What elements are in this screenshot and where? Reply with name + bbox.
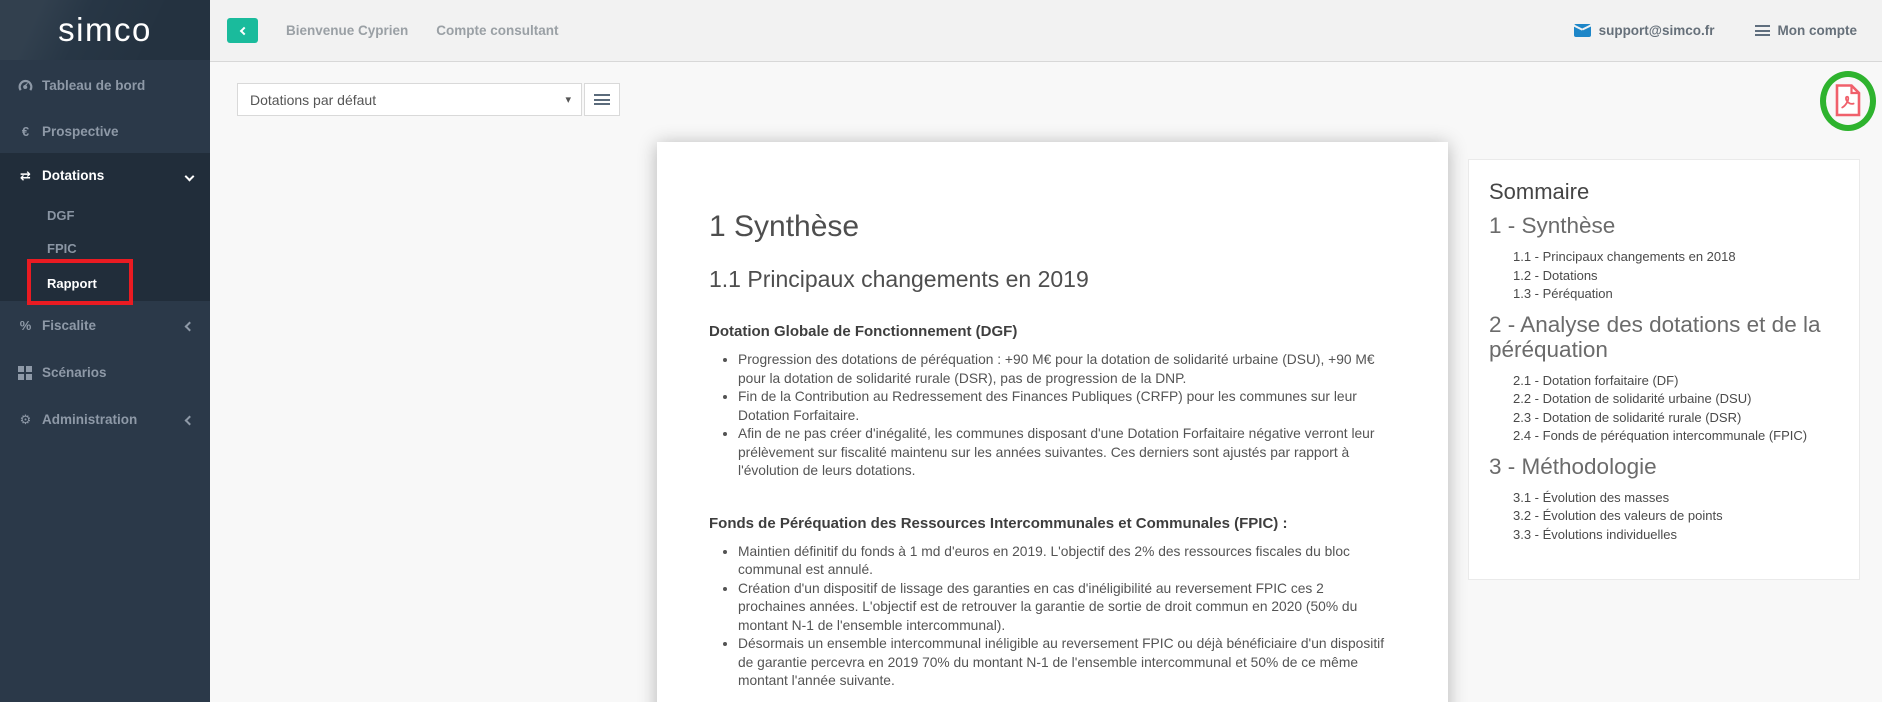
sidebar bbox=[0, 0, 210, 702]
toc-section-1[interactable]: 1 - Synthèse bbox=[1489, 213, 1616, 238]
logo-band[interactable] bbox=[0, 0, 210, 60]
report-title: 1 Synthèse bbox=[709, 210, 860, 243]
dashboard-icon bbox=[17, 79, 34, 92]
report-bullet-list bbox=[709, 543, 1390, 691]
chevron-left-icon bbox=[186, 318, 193, 333]
sidebar-item-dgf[interactable] bbox=[0, 198, 210, 232]
sidebar-item-prospective[interactable] bbox=[0, 110, 210, 153]
report-bullet: • Fin de la Contribution au Redressement des Finances Publiques (CRFP) pour les communes sur leur Dotation Forfaitaire. bbox=[738, 388, 1390, 425]
sidebar-item-label: Administration bbox=[42, 412, 138, 427]
exchange-icon: ⇄ bbox=[20, 167, 31, 183]
toc-entry[interactable]: 3.1 - Évolution des masses bbox=[1513, 489, 1670, 505]
toc-list bbox=[1489, 248, 1839, 304]
sidebar-subitem-label: FPIC bbox=[47, 241, 77, 256]
toc-entry[interactable]: 3.3 - Évolutions individuelles bbox=[1513, 526, 1678, 542]
toc-entry[interactable]: 3.2 - Évolution des valeurs de points bbox=[1513, 508, 1723, 523]
report-bullet: • Maintien définitif du fonds à 1 md d'euros en 2019. L'objectif des 2% des ressources fiscales du bloc communal est annulé. bbox=[738, 543, 1390, 580]
chevron-down-icon bbox=[186, 168, 193, 183]
support-email-text: support@simco.fr bbox=[1598, 23, 1715, 38]
sidebar-subitem-label: DGF bbox=[47, 207, 75, 223]
report-section-heading: Fonds de Péréquation des Ressources Intercommunales et Communales (FPIC) : bbox=[709, 514, 1288, 532]
gear-icon: ⚙ bbox=[19, 411, 32, 427]
toc-section-3[interactable]: 3 - Méthodologie bbox=[1489, 453, 1657, 479]
toc-list bbox=[1489, 489, 1839, 545]
report-options-button[interactable] bbox=[584, 83, 620, 116]
toc-entry[interactable]: 2.4 - Fonds de péréquation intercommunale (FPIC) bbox=[1513, 428, 1808, 443]
percent-icon: % bbox=[19, 317, 32, 333]
my-account-menu[interactable] bbox=[1755, 23, 1858, 39]
report-bullet: • Progression des dotations de péréquation : +90 M€ pour la dotation de solidarité urbaine (DSU), +90 M€ pour la dotation de solidarité rurale (DSR), pas de progression de la DNP. bbox=[738, 351, 1390, 388]
welcome-text: Bienvenue Cyprien bbox=[286, 23, 409, 38]
sidebar-item-rapport[interactable] bbox=[0, 265, 210, 301]
report-template-select[interactable] bbox=[237, 83, 582, 116]
toc-entry[interactable]: 2.2 - Dotation de solidarité urbaine (DSU) bbox=[1513, 391, 1752, 406]
pdf-file-icon bbox=[1835, 84, 1861, 117]
chevron-left-icon bbox=[239, 26, 247, 34]
chevron-left-icon bbox=[186, 412, 193, 427]
envelope-icon bbox=[1574, 24, 1591, 37]
toc-title: Sommaire bbox=[1489, 179, 1590, 204]
toc-list bbox=[1489, 372, 1839, 446]
menu-bars-icon bbox=[1755, 23, 1770, 39]
app-logo: simco bbox=[58, 11, 152, 48]
euro-icon: € bbox=[21, 124, 30, 139]
table-of-contents-panel bbox=[1468, 159, 1860, 580]
sidebar-item-fpic[interactable] bbox=[0, 232, 210, 265]
sidebar-item-label: Dotations bbox=[42, 168, 105, 183]
sidebar-item-label: Prospective bbox=[42, 124, 119, 139]
report-section-heading: Dotation Globale de Fonctionnement (DGF) bbox=[709, 323, 1018, 340]
sidebar-section-dotations bbox=[0, 153, 210, 301]
sidebar-item-label: Tableau de bord bbox=[42, 77, 146, 93]
toc-entry[interactable]: 1.1 - Principaux changements en 2018 bbox=[1513, 249, 1736, 264]
select-caret-icon: ▾ bbox=[565, 94, 571, 106]
report-bullet: • Création d'un dispositif de lissage des garanties en cas d'inéligibilité au reversement FPIC ces 2 prochaines années. L'objectif est de retrouver la garantie de sortie de droit commun en 2020 (50% du montant N-1 de l'ensemble intercommunal). bbox=[738, 580, 1390, 636]
sidebar-item-dotations[interactable] bbox=[0, 153, 210, 198]
report-bullet: • Afin de ne pas créer d'inégalité, les communes disposant d'une Dotation Forfaitaire négative verront leur prélèvement sur fiscalité maintenu sur les années suivantes. Ces derniers sont ajustés par rapport à l'évolution de leurs dotations. bbox=[738, 425, 1390, 481]
toc-entry[interactable]: 2.1 - Dotation forfaitaire (DF) bbox=[1513, 372, 1679, 388]
hamburger-icon bbox=[594, 92, 610, 108]
report-template-value: Dotations par défaut bbox=[250, 91, 377, 108]
sidebar-item-tableau-de-bord[interactable] bbox=[0, 60, 210, 110]
collapse-sidebar-button[interactable] bbox=[227, 18, 258, 43]
navbar-right bbox=[1574, 23, 1857, 39]
my-account-text: Mon compte bbox=[1777, 23, 1857, 38]
report-document bbox=[657, 142, 1448, 702]
toc-section-2[interactable]: 2 - Analyse des dotations et de la péréquation bbox=[1489, 311, 1821, 362]
support-email-link[interactable] bbox=[1574, 23, 1715, 38]
sidebar-item-scenarios[interactable] bbox=[0, 349, 210, 396]
sidebar-nav bbox=[0, 60, 210, 443]
toc-entry[interactable]: 1.2 - Dotations bbox=[1513, 267, 1598, 283]
sidebar-item-administration[interactable] bbox=[0, 396, 210, 443]
export-pdf-button[interactable] bbox=[1835, 84, 1861, 117]
top-navbar bbox=[210, 0, 1882, 62]
report-bullet: • Désormais un ensemble intercommunal inéligible au reversement FPIC ou déjà bénéficiaire d'un dispositif de garantie percevra en 2019 70% du montant N-1 de l'ensemble intercommunal et 50% de ce même montant l'année suivante. bbox=[738, 635, 1390, 691]
toc-entry[interactable]: 2.3 - Dotation de solidarité rurale (DSR) bbox=[1513, 409, 1742, 425]
sidebar-item-fiscalite[interactable] bbox=[0, 301, 210, 349]
toc-entry[interactable]: 1.3 - Péréquation bbox=[1513, 286, 1613, 301]
report-subtitle: 1.1 Principaux changements en 2019 bbox=[709, 266, 1089, 292]
sidebar-item-label: Scénarios bbox=[42, 365, 107, 380]
sidebar-subitem-label: Rapport bbox=[47, 275, 97, 291]
report-bullet-list bbox=[709, 351, 1390, 481]
account-type-text: Compte consultant bbox=[436, 23, 559, 38]
sidebar-item-label: Fiscalite bbox=[42, 317, 97, 333]
